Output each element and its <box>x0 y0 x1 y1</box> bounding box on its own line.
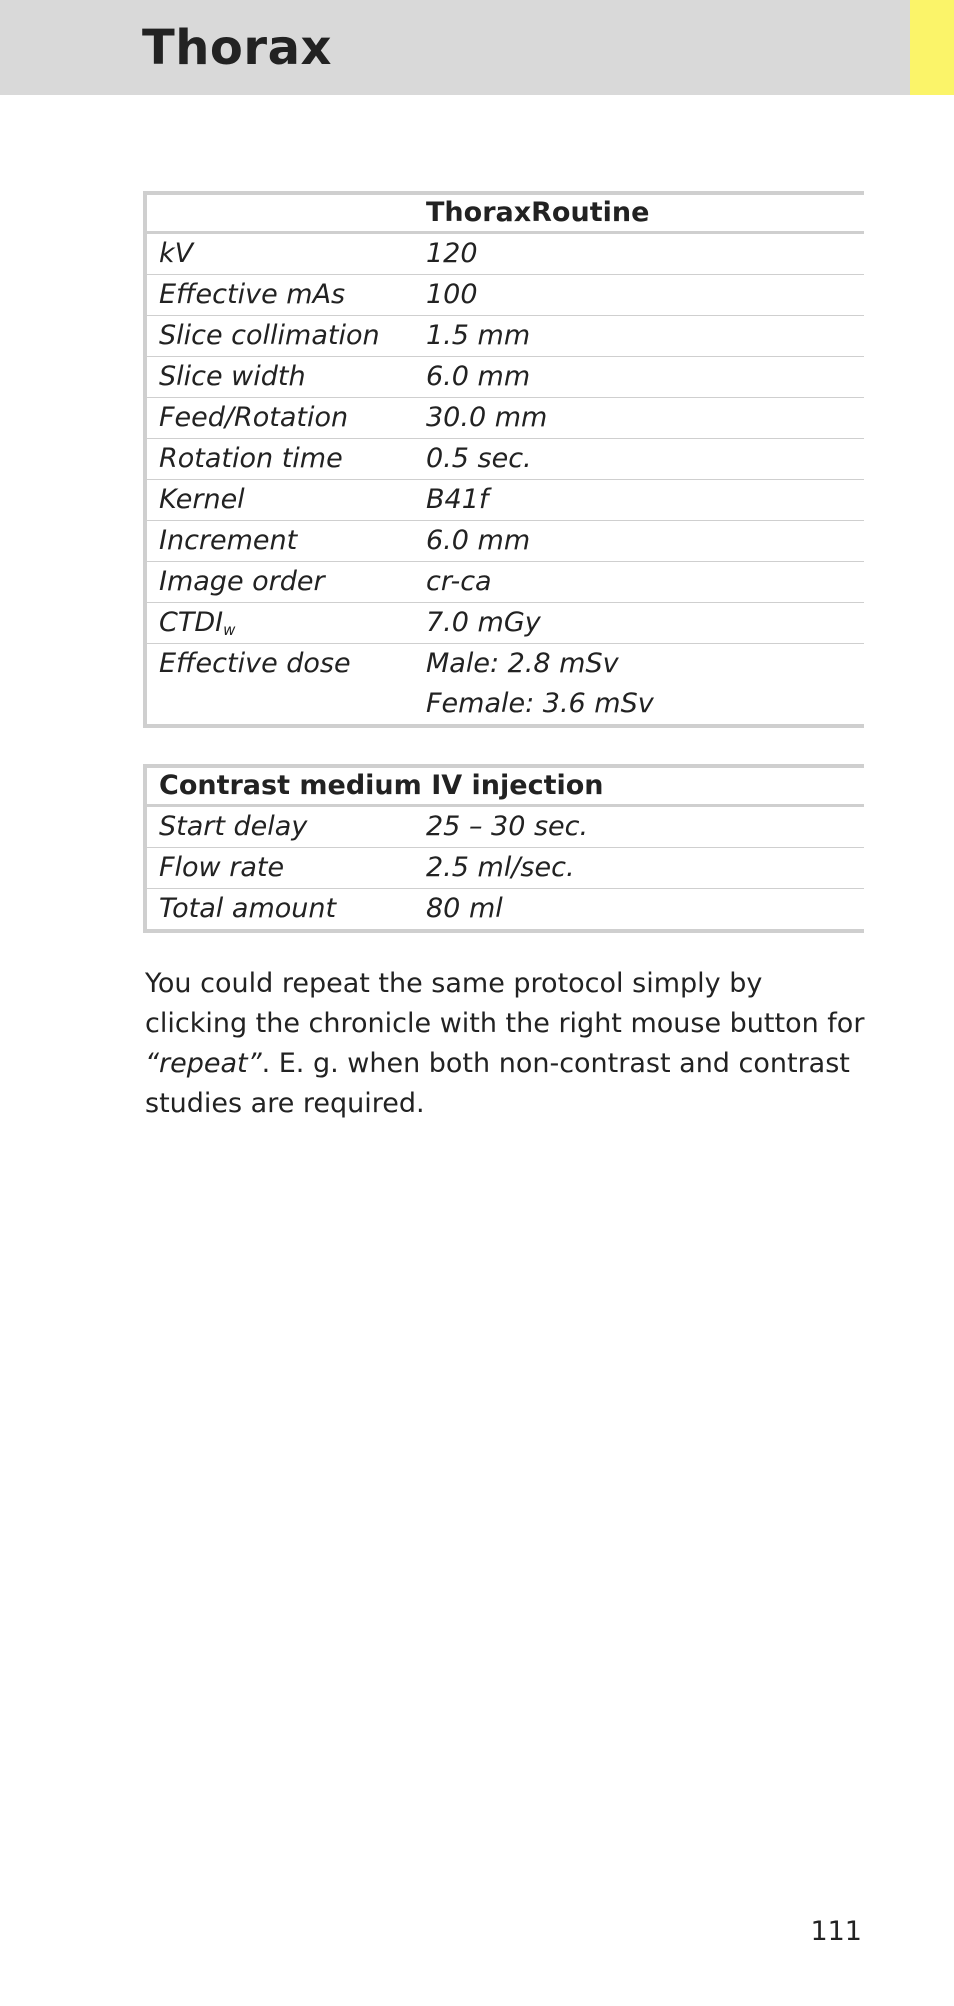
table-header-row <box>145 766 864 806</box>
row-value-kv: 120 <box>426 238 478 269</box>
note-emphasis: “repeat” <box>145 1048 262 1079</box>
note-text-start: You could repeat the same protocol simply by clicking the chronicle with the right mouse button for <box>145 968 865 1039</box>
row-label-effective-dose: Effective dose <box>145 644 414 727</box>
row-label-kernel: Kernel <box>145 480 414 521</box>
row-label-rotation-time: Rotation time <box>145 439 414 480</box>
row-value-slice-collimation: 1.5 mm <box>426 320 531 351</box>
row-value-rotation-time: 0.5 sec. <box>426 443 532 474</box>
row-label-feed-rotation: Feed/Rotation <box>145 398 414 439</box>
row-value-total-amount: 80 ml <box>426 893 503 924</box>
protocol-name: ThoraxRoutine <box>426 197 650 228</box>
table-row <box>145 603 864 644</box>
page-title: Thorax <box>142 20 332 76</box>
row-label-total-amount: Total amount <box>145 889 414 932</box>
row-label-start-delay: Start delay <box>145 806 414 848</box>
row-value-kernel: B41f <box>426 484 489 515</box>
header-band <box>0 0 910 95</box>
row-label-effective-mas: Effective mAs <box>145 275 414 316</box>
row-label-kv: kV <box>145 233 414 275</box>
row-value-effective-dose <box>414 644 864 727</box>
contrast-medium-table <box>143 764 864 933</box>
table-row <box>145 357 864 398</box>
effective-dose-female: Female: 3.6 mSv <box>426 688 654 719</box>
row-label-increment: Increment <box>145 521 414 562</box>
row-label-flow-rate: Flow rate <box>145 848 414 889</box>
table-row <box>145 848 864 889</box>
row-label-slice-width: Slice width <box>145 357 414 398</box>
effective-dose-male: Male: 2.8 mSv <box>426 648 619 679</box>
section-tab-marker <box>910 0 954 95</box>
table-row <box>145 233 864 275</box>
table-header-label <box>145 193 414 233</box>
table-row <box>145 275 864 316</box>
row-value-feed-rotation: 30.0 mm <box>426 402 548 433</box>
table-header-row <box>145 193 864 233</box>
ctdi-label-text: CTDI <box>159 607 224 638</box>
row-value-flow-rate: 2.5 ml/sec. <box>426 852 575 883</box>
row-value-increment: 6.0 mm <box>426 525 531 556</box>
table-row <box>145 806 864 848</box>
table-row <box>145 521 864 562</box>
table-row <box>145 480 864 521</box>
contrast-table-title: Contrast medium IV injection <box>145 766 864 806</box>
table-row <box>145 889 864 932</box>
row-value-slice-width: 6.0 mm <box>426 361 531 392</box>
table-row <box>145 644 864 727</box>
row-value-effective-mas: 100 <box>426 279 478 310</box>
table-row <box>145 316 864 357</box>
note-text-end: . E. g. when both non-contrast and contrast studies are required. <box>145 1048 850 1119</box>
page-number: 111 <box>810 1916 862 1947</box>
table-row <box>145 398 864 439</box>
table-row <box>145 439 864 480</box>
row-label-slice-collimation: Slice collimation <box>145 316 414 357</box>
row-value-image-order: cr-ca <box>426 566 492 597</box>
ctdi-subscript: w <box>223 621 236 639</box>
row-value-ctdiw: 7.0 mGy <box>426 607 541 638</box>
table-row <box>145 562 864 603</box>
row-label-ctdiw <box>145 603 414 644</box>
row-value-start-delay: 25 – 30 sec. <box>426 811 589 842</box>
protocol-parameters-table <box>143 191 864 728</box>
protocol-note <box>145 964 865 1124</box>
row-label-image-order: Image order <box>145 562 414 603</box>
